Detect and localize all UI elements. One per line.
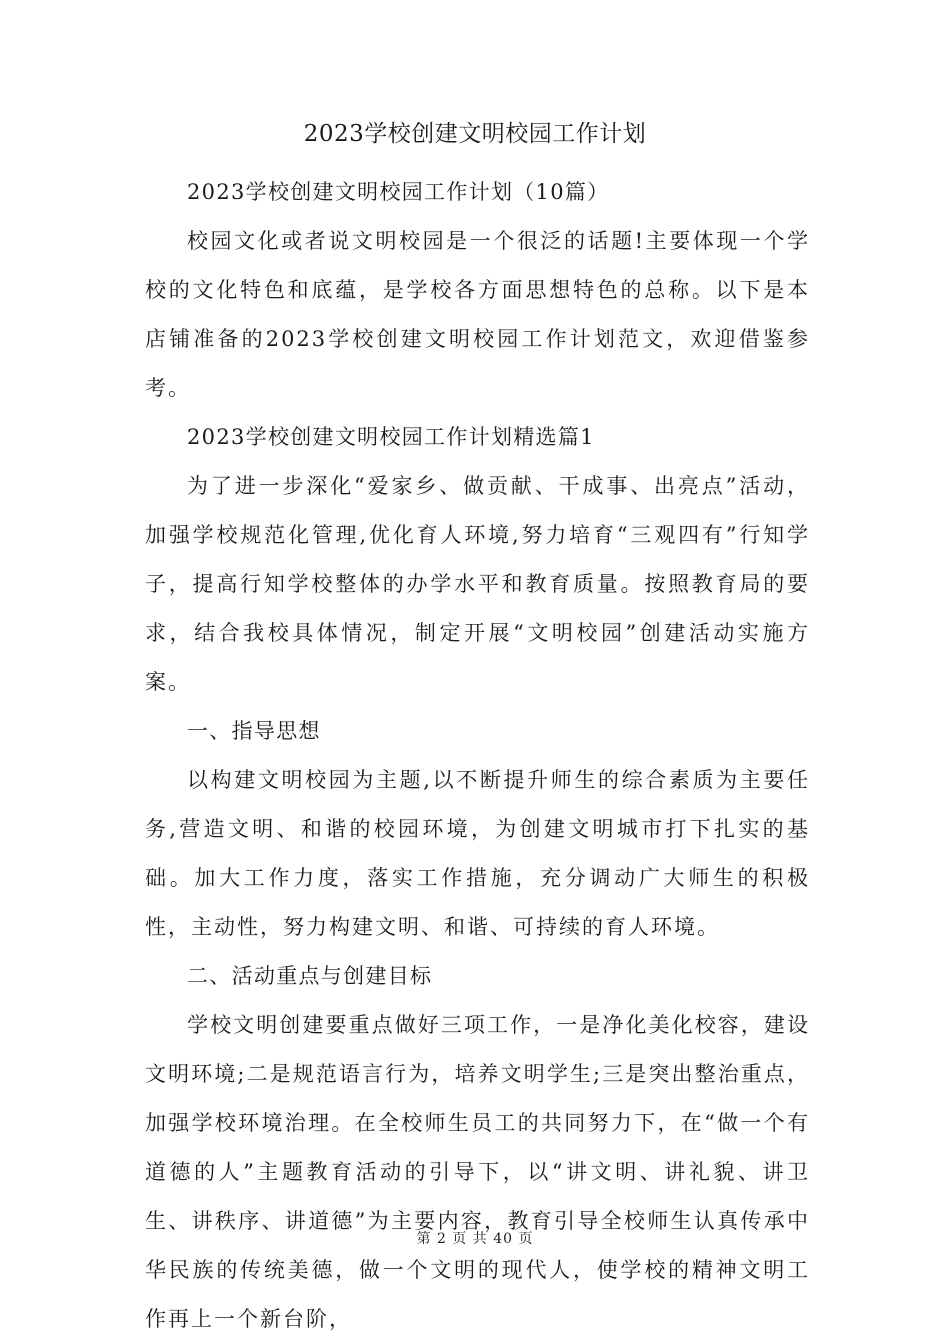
- document-title: 2023学校创建文明校园工作计划: [303, 121, 647, 147]
- heading-guiding-ideology: 一、指导思想: [187, 719, 321, 743]
- body-paragraph-purpose: 为了进一步深化“爱家乡、做贡献、干成事、出亮点”活动，加强学校规范化管理,优化育人环境,努力培育“三观四有”行知学子，提高行知学校整体的办学水平和教育质量。按照教育局的要求，结合我校具体情况，制定开展“文明校园”创建活动实施方案。: [145, 474, 810, 694]
- body-paragraph-activity-focus: 学校文明创建要重点做好三项工作，一是净化美化校容，建设文明环境;二是规范语言行为，培养文明学生;三是突出整治重点，加强学校环境治理。在全校师生员工的共同努力下，在“做一个有道德的人”主题教育活动的引导下，以“讲文明、讲礼貌、讲卫生、讲秩序、讲道德”为主要内容，教育引导全校师生认真传承中华民族的传统美德，做一个文明的现代人，使学校的精神文明工作再上一个新台阶，: [145, 1013, 810, 1331]
- section-heading-selected-1: 2023学校创建文明校园工作计划精选篇1: [187, 425, 595, 449]
- heading-activity-focus: 二、活动重点与创建目标: [187, 964, 433, 988]
- subtitle-paragraph: 2023学校创建文明校园工作计划（10篇）: [187, 180, 610, 204]
- intro-paragraph: 校园文化或者说文明校园是一个很泛的话题!主要体现一个学校的文化特色和底蕴，是学校各方面思想特色的总称。以下是本店铺准备的2023学校创建文明校园工作计划范文，欢迎借鉴参考。: [145, 229, 810, 400]
- body-paragraph-guiding-ideology: 以构建文明校园为主题,以不断提升师生的综合素质为主要任务,营造文明、和谐的校园环境，为创建文明城市打下扎实的基础。加大工作力度，落实工作措施，充分调动广大师生的积极性，主动性，努力构建文明、和谐、可持续的育人环境。: [145, 768, 810, 939]
- page-footer: 第 2 页 共 40 页: [416, 1231, 534, 1247]
- document-body: [145, 168, 810, 1344]
